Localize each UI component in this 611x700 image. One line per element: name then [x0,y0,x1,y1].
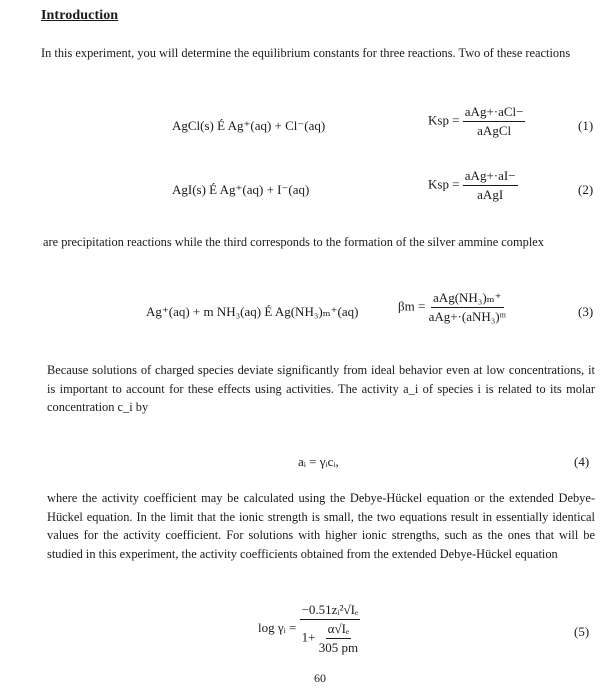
eq5-fraction [300,602,361,656]
eq3-denominator: aAg+·(aNH₃)ᵐ [428,309,506,324]
eq4-expression: aᵢ = γᵢcᵢ, [298,454,339,469]
eq3-number: (3) [578,304,594,319]
eq4-number: (4) [574,454,590,469]
eq3-reaction: Ag⁺(aq) + m NH₃(aq) É Ag(NH₃)ₘ⁺(aq) [146,304,359,319]
eq2-reaction: AgI(s) É Ag⁺(aq) + I⁻(aq) [172,182,310,197]
eq5-numerator: −0.51zᵢ²√Iₑ [300,602,361,620]
page-number: 60 [314,671,326,685]
eq2-constant [428,168,518,203]
eq5-equation [258,602,360,656]
eq1-constant [428,104,525,139]
eq1-reaction: AgCl(s) É Ag⁺(aq) + Cl⁻(aq) [172,118,326,133]
debye-huckel-paragraph: where the activity coefficient may be calculated using the Debye-Hückel equation or the extended Debye-Hückel equation. In the limit that the ionic strength is small, the two equations result in essentially identical values for the activity coefficient. For solutions with higher ionic strengths, such as the ones that will be studied in this experiment, the activity coefficients obtained from the extended Debye-Hückel equation [47,491,595,561]
eq5-inner-numerator: α√Iₑ [326,621,352,639]
eq1-number: (1) [578,118,594,133]
eq1-denominator: aAgCl [477,123,512,138]
eq2-denominator: aAgI [477,187,504,202]
section-heading: Introduction [41,8,119,23]
complex-paragraph: are precipitation reactions while the third corresponds to the formation of the silver ammine complex [43,235,544,249]
eq5-inner-denominator: 305 pm [318,640,359,655]
eq5-denominator: 1+ $\frac{\text{α√Iₑ}}{305 pm}$ [301,621,359,655]
eq3-fraction [429,290,506,325]
eq1-lhs: Ksp = [428,112,460,128]
eq1-numerator: aAg+·aCl− [463,104,526,122]
intro-paragraph: In this experiment, you will determine the equilibrium constants for three reactions. Two of these reactions [41,46,571,60]
activity-paragraph: Because solutions of charged species deviate significantly from ideal behavior even at low concentrations, it is important to account for these effects using activities. The activity a_i of species i is related to its molar concentration c_i by [47,363,595,414]
eq3-lhs: βm = [398,298,426,314]
eq2-number: (2) [578,182,594,197]
eq5-inner-fraction [319,621,358,656]
eq3-numerator: aAg(NH₃)ₘ⁺ [431,290,503,308]
eq5-lhs: log γᵢ = [258,619,297,635]
eq1-fraction [463,104,526,139]
eq2-numerator: aAg+·aI− [463,168,518,186]
eq5-number: (5) [574,624,590,639]
eq2-fraction [463,168,518,203]
eq2-lhs: Ksp = [428,176,460,192]
eq3-constant [398,290,506,325]
